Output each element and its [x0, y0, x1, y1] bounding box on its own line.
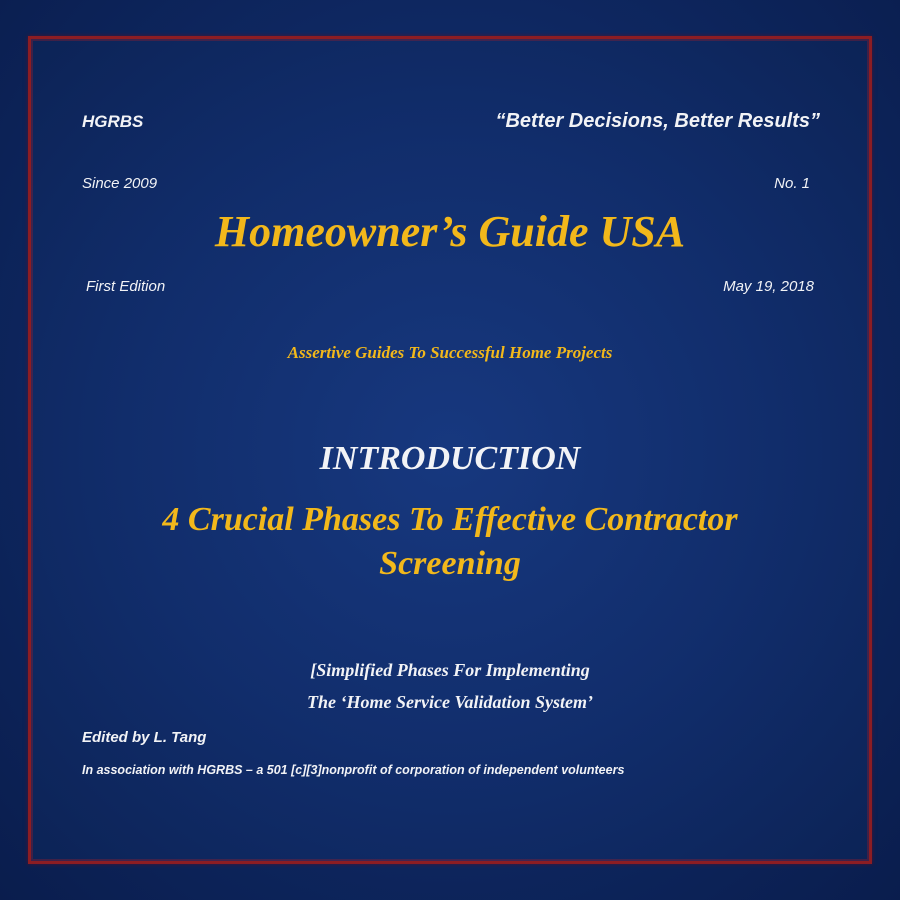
- since-year: Since 2009: [82, 175, 158, 192]
- guide-title: Homeowner’s Guide USA: [214, 207, 686, 256]
- subtitle-line-1: [Simplified Phases For Implementing: [310, 660, 590, 680]
- tagline: Assertive Guides To Successful Home Projects: [287, 343, 613, 362]
- main-headline-line-2: Screening: [379, 545, 521, 582]
- edition-label: First Edition: [86, 278, 166, 295]
- main-headline-line-1: 4 Crucial Phases To Effective Contractor: [162, 501, 738, 538]
- main-headline: [0, 498, 900, 586]
- editor-credit: Edited by L. Tang: [82, 729, 207, 746]
- publication-date: May 19, 2018: [723, 278, 814, 295]
- issue-number: No. 1: [774, 175, 810, 192]
- slogan: “Better Decisions, Better Results”: [495, 110, 820, 132]
- association-note: In association with HGRBS – a 501 [c][3]nonprofit of corporation of independent volunteers: [82, 763, 625, 777]
- intro-heading: INTRODUCTION: [319, 440, 581, 477]
- org-name: HGRBS: [82, 112, 144, 131]
- subtitle-line-2: The ‘Home Service Validation System’: [307, 692, 593, 712]
